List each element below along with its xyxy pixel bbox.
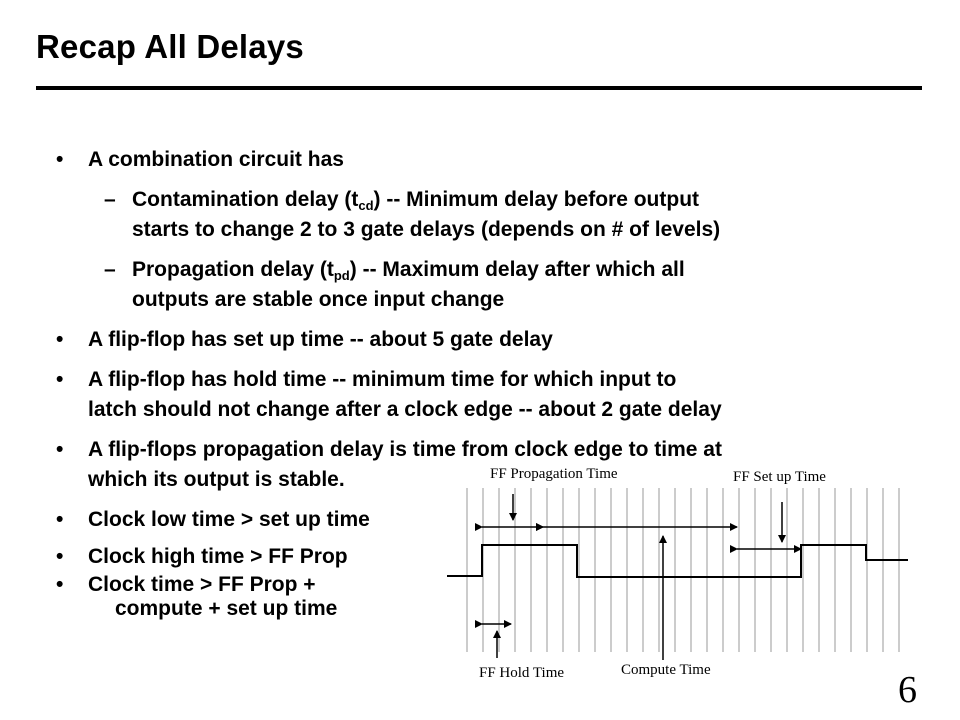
sub-bullet-dash: –: [104, 258, 116, 281]
sub-bullet-contamination-delay-line2: starts to change 2 to 3 gate delays (depends on # of levels): [132, 218, 721, 241]
label-compute-time: Compute Time: [621, 662, 711, 678]
bullet-clock-time: Clock time > FF Prop +: [88, 573, 316, 596]
bullet-dot: •: [56, 573, 64, 596]
bullet-combination-circuit: A combination circuit has: [88, 148, 344, 171]
bullet-dot: •: [56, 368, 64, 391]
bullet-clock-high: Clock high time > FF Prop: [88, 545, 348, 568]
slide-title: Recap All Delays: [36, 28, 304, 65]
page-number: 6: [898, 669, 917, 711]
contamination-delay-text: Contamination delay (t: [132, 188, 359, 211]
timing-gridlines: [467, 488, 899, 652]
bullet-dot: •: [56, 545, 64, 568]
clock-waveform: [447, 545, 908, 577]
bullet-hold-time-line2: latch should not change after a clock edge -- about 2 gate delay: [88, 398, 722, 421]
bullet-dot: •: [56, 508, 64, 531]
bullet-hold-time: A flip-flop has hold time -- minimum time for which input to: [88, 368, 677, 391]
propagation-subscript: pd: [333, 268, 350, 283]
bullet-dot: •: [56, 148, 64, 171]
bullet-clock-time-line2: compute + set up time: [115, 597, 338, 620]
bullet-dot: •: [56, 438, 64, 461]
label-ff-hold-time: FF Hold Time: [479, 665, 565, 681]
sub-bullet-dash: –: [104, 188, 116, 211]
contamination-subscript: cd: [358, 198, 374, 213]
sub-bullet-propagation-delay-line2: outputs are stable once input change: [132, 288, 505, 311]
bullet-ff-propagation: A flip-flops propagation delay is time from clock edge to time at: [88, 438, 722, 461]
bullet-dot: •: [56, 328, 64, 351]
bullet-ff-propagation-line2: which its output is stable.: [88, 468, 345, 491]
label-ff-propagation-time: FF Propagation Time: [490, 466, 618, 482]
contamination-delay-text-end: ) -- Minimum delay before output: [373, 188, 700, 211]
bullet-setup-time: A flip-flop has set up time -- about 5 gate delay: [88, 328, 553, 351]
propagation-delay-text-end: ) -- Maximum delay after which all: [349, 258, 685, 281]
propagation-delay-text: Propagation delay (t: [132, 258, 334, 281]
label-ff-setup-time: FF Set up Time: [733, 469, 826, 485]
bullet-clock-low: Clock low time > set up time: [88, 508, 370, 531]
